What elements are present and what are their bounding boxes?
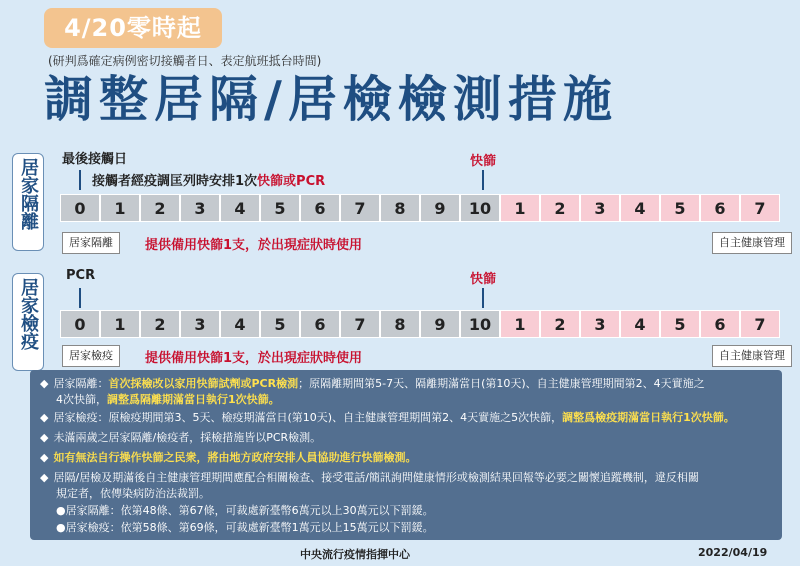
day-cell: 5 bbox=[260, 310, 300, 338]
note-text: 居家檢疫：原檢疫期間第3、5天、檢疫期滿當日(第10天)、自主健康管理期間第2、4天實施之5次快篩， bbox=[53, 411, 563, 424]
diamond-bullet-icon: ◆ bbox=[40, 431, 49, 444]
pcr-note-highlight: 快篩或PCR bbox=[257, 174, 326, 189]
diamond-bullet-icon: ◆ bbox=[40, 471, 49, 484]
pcr-note-prefix: 接觸者經疫調匡列時安排1次 bbox=[92, 174, 258, 189]
quarantine-rapid-tick bbox=[482, 288, 484, 308]
note-text: 居隔/居檢及期滿後自主健康管理期間應配合相關檢查、接受電話/簡訊詢問健康情形或檢測結果回報等必要之關懷追蹤機制，違反相關 bbox=[53, 471, 699, 484]
monitor-day-cell: 7 bbox=[740, 310, 780, 338]
monitor-day-cell: 7 bbox=[740, 194, 780, 222]
start-tick bbox=[79, 170, 81, 190]
diamond-bullet-icon: ◆ bbox=[40, 411, 49, 424]
monitor-day-cell: 6 bbox=[700, 194, 740, 222]
day-cell: 6 bbox=[300, 310, 340, 338]
subtitle: (研判爲確定病例密切接觸者日、表定航班抵台時間) bbox=[48, 54, 322, 68]
isolation-side-label bbox=[12, 153, 44, 251]
day-cell: 5 bbox=[260, 194, 300, 222]
quarantine-timeline bbox=[60, 310, 784, 338]
note-assist bbox=[40, 450, 770, 466]
day-cell: 8 bbox=[380, 194, 420, 222]
note-text: ●居家隔離：依第48條、第67條，可裁處新臺幣6萬元以上30萬元以下罰鍰。 bbox=[56, 504, 434, 517]
quarantine-side-label bbox=[12, 273, 44, 371]
note-penalty-cont bbox=[56, 486, 766, 502]
day-cell: 6 bbox=[300, 194, 340, 222]
note-text: 居家隔離： bbox=[53, 377, 109, 390]
day-cell: 2 bbox=[140, 194, 180, 222]
day-cell: 4 bbox=[220, 310, 260, 338]
pcr-note bbox=[92, 170, 325, 189]
day-cell: 7 bbox=[340, 194, 380, 222]
note-text: 4次快篩， bbox=[56, 393, 107, 406]
monitor-day-cell: 4 bbox=[620, 310, 660, 338]
isolation-timeline bbox=[60, 194, 784, 222]
date-badge: 4/20零時起 bbox=[44, 8, 222, 48]
note-highlight: 如有無法自行操作快篩之民衆，將由地方政府安排人員協助進行快篩檢測。 bbox=[53, 451, 417, 464]
last-contact-label: 最後接觸日 bbox=[62, 152, 128, 167]
pcr-start-tick bbox=[79, 288, 81, 308]
note-penalty bbox=[40, 470, 770, 486]
isolation-tag: 居家隔離 bbox=[62, 232, 120, 254]
day-cell: 3 bbox=[180, 194, 220, 222]
monitor-day-cell: 1 bbox=[500, 194, 540, 222]
isolation-kit-note: 提供備用快篩1支，於出現症狀時使用 bbox=[145, 238, 363, 253]
note-quarantine bbox=[40, 410, 770, 426]
day-cell: 8 bbox=[380, 310, 420, 338]
monitor-day-cell: 2 bbox=[540, 310, 580, 338]
note-isolation bbox=[40, 376, 770, 392]
footer-agency: 中央流行疫情指揮中心 bbox=[300, 548, 410, 561]
note-penalty-isolation bbox=[56, 503, 766, 519]
note-isolation-cont bbox=[56, 392, 766, 408]
day-cell: 10 bbox=[460, 310, 500, 338]
monitor-day-cell: 1 bbox=[500, 310, 540, 338]
rapid-test-tick bbox=[482, 170, 484, 190]
footer-date: 2022/04/19 bbox=[698, 546, 768, 559]
note-text: ；原隔離期間第5-7天、隔離期滿當日(第10天)、自主健康管理期間第2、4天實施之 bbox=[298, 377, 705, 390]
page-title: 調整居隔/居檢檢測措施 bbox=[44, 71, 618, 128]
note-penalty-quarantine bbox=[56, 520, 766, 536]
monitor-day-cell: 3 bbox=[580, 194, 620, 222]
note-highlight: 調整爲檢疫期滿當日執行1次快篩。 bbox=[562, 411, 735, 424]
day-cell: 1 bbox=[100, 194, 140, 222]
day-cell: 2 bbox=[140, 310, 180, 338]
day-cell: 0 bbox=[60, 194, 100, 222]
monitor-day-cell: 3 bbox=[580, 310, 620, 338]
isolation-self-monitor-tag: 自主健康管理 bbox=[712, 232, 792, 254]
quarantine-kit-note: 提供備用快篩1支，於出現症狀時使用 bbox=[145, 351, 363, 366]
diamond-bullet-icon: ◆ bbox=[40, 377, 49, 390]
day-cell: 10 bbox=[460, 194, 500, 222]
day-cell: 4 bbox=[220, 194, 260, 222]
diamond-bullet-icon: ◆ bbox=[40, 451, 49, 464]
note-under-two bbox=[40, 430, 770, 446]
day-cell: 3 bbox=[180, 310, 220, 338]
quarantine-side-text: 居家檢疫 bbox=[18, 278, 39, 350]
quarantine-rapid-label: 快篩 bbox=[470, 272, 497, 287]
monitor-day-cell: 4 bbox=[620, 194, 660, 222]
day-cell: 9 bbox=[420, 194, 460, 222]
monitor-day-cell: 2 bbox=[540, 194, 580, 222]
day-cell: 0 bbox=[60, 310, 100, 338]
note-highlight: 首次採檢改以家用快篩試劑或PCR檢測 bbox=[108, 377, 299, 390]
isolation-side-text: 居家隔離 bbox=[18, 158, 39, 230]
note-text: ●居家檢疫：依第58條、第69條，可裁處新臺幣1萬元以上15萬元以下罰鍰。 bbox=[56, 521, 434, 534]
day-cell: 9 bbox=[420, 310, 460, 338]
quarantine-self-monitor-tag: 自主健康管理 bbox=[712, 345, 792, 367]
note-highlight: 調整爲隔離期滿當日執行1次快篩。 bbox=[107, 393, 280, 406]
note-text: 未滿兩歲之居家隔離/檢疫者，採檢措施皆以PCR檢測。 bbox=[53, 431, 322, 444]
pcr-start-label: PCR bbox=[66, 268, 96, 283]
day-cell: 7 bbox=[340, 310, 380, 338]
note-text: 規定者，依傳染病防治法裁罰。 bbox=[56, 487, 210, 500]
quarantine-tag: 居家檢疫 bbox=[62, 345, 120, 367]
day-cell: 1 bbox=[100, 310, 140, 338]
rapid-test-label: 快篩 bbox=[470, 154, 497, 169]
monitor-day-cell: 6 bbox=[700, 310, 740, 338]
monitor-day-cell: 5 bbox=[660, 310, 700, 338]
notes-panel bbox=[30, 370, 782, 540]
monitor-day-cell: 5 bbox=[660, 194, 700, 222]
